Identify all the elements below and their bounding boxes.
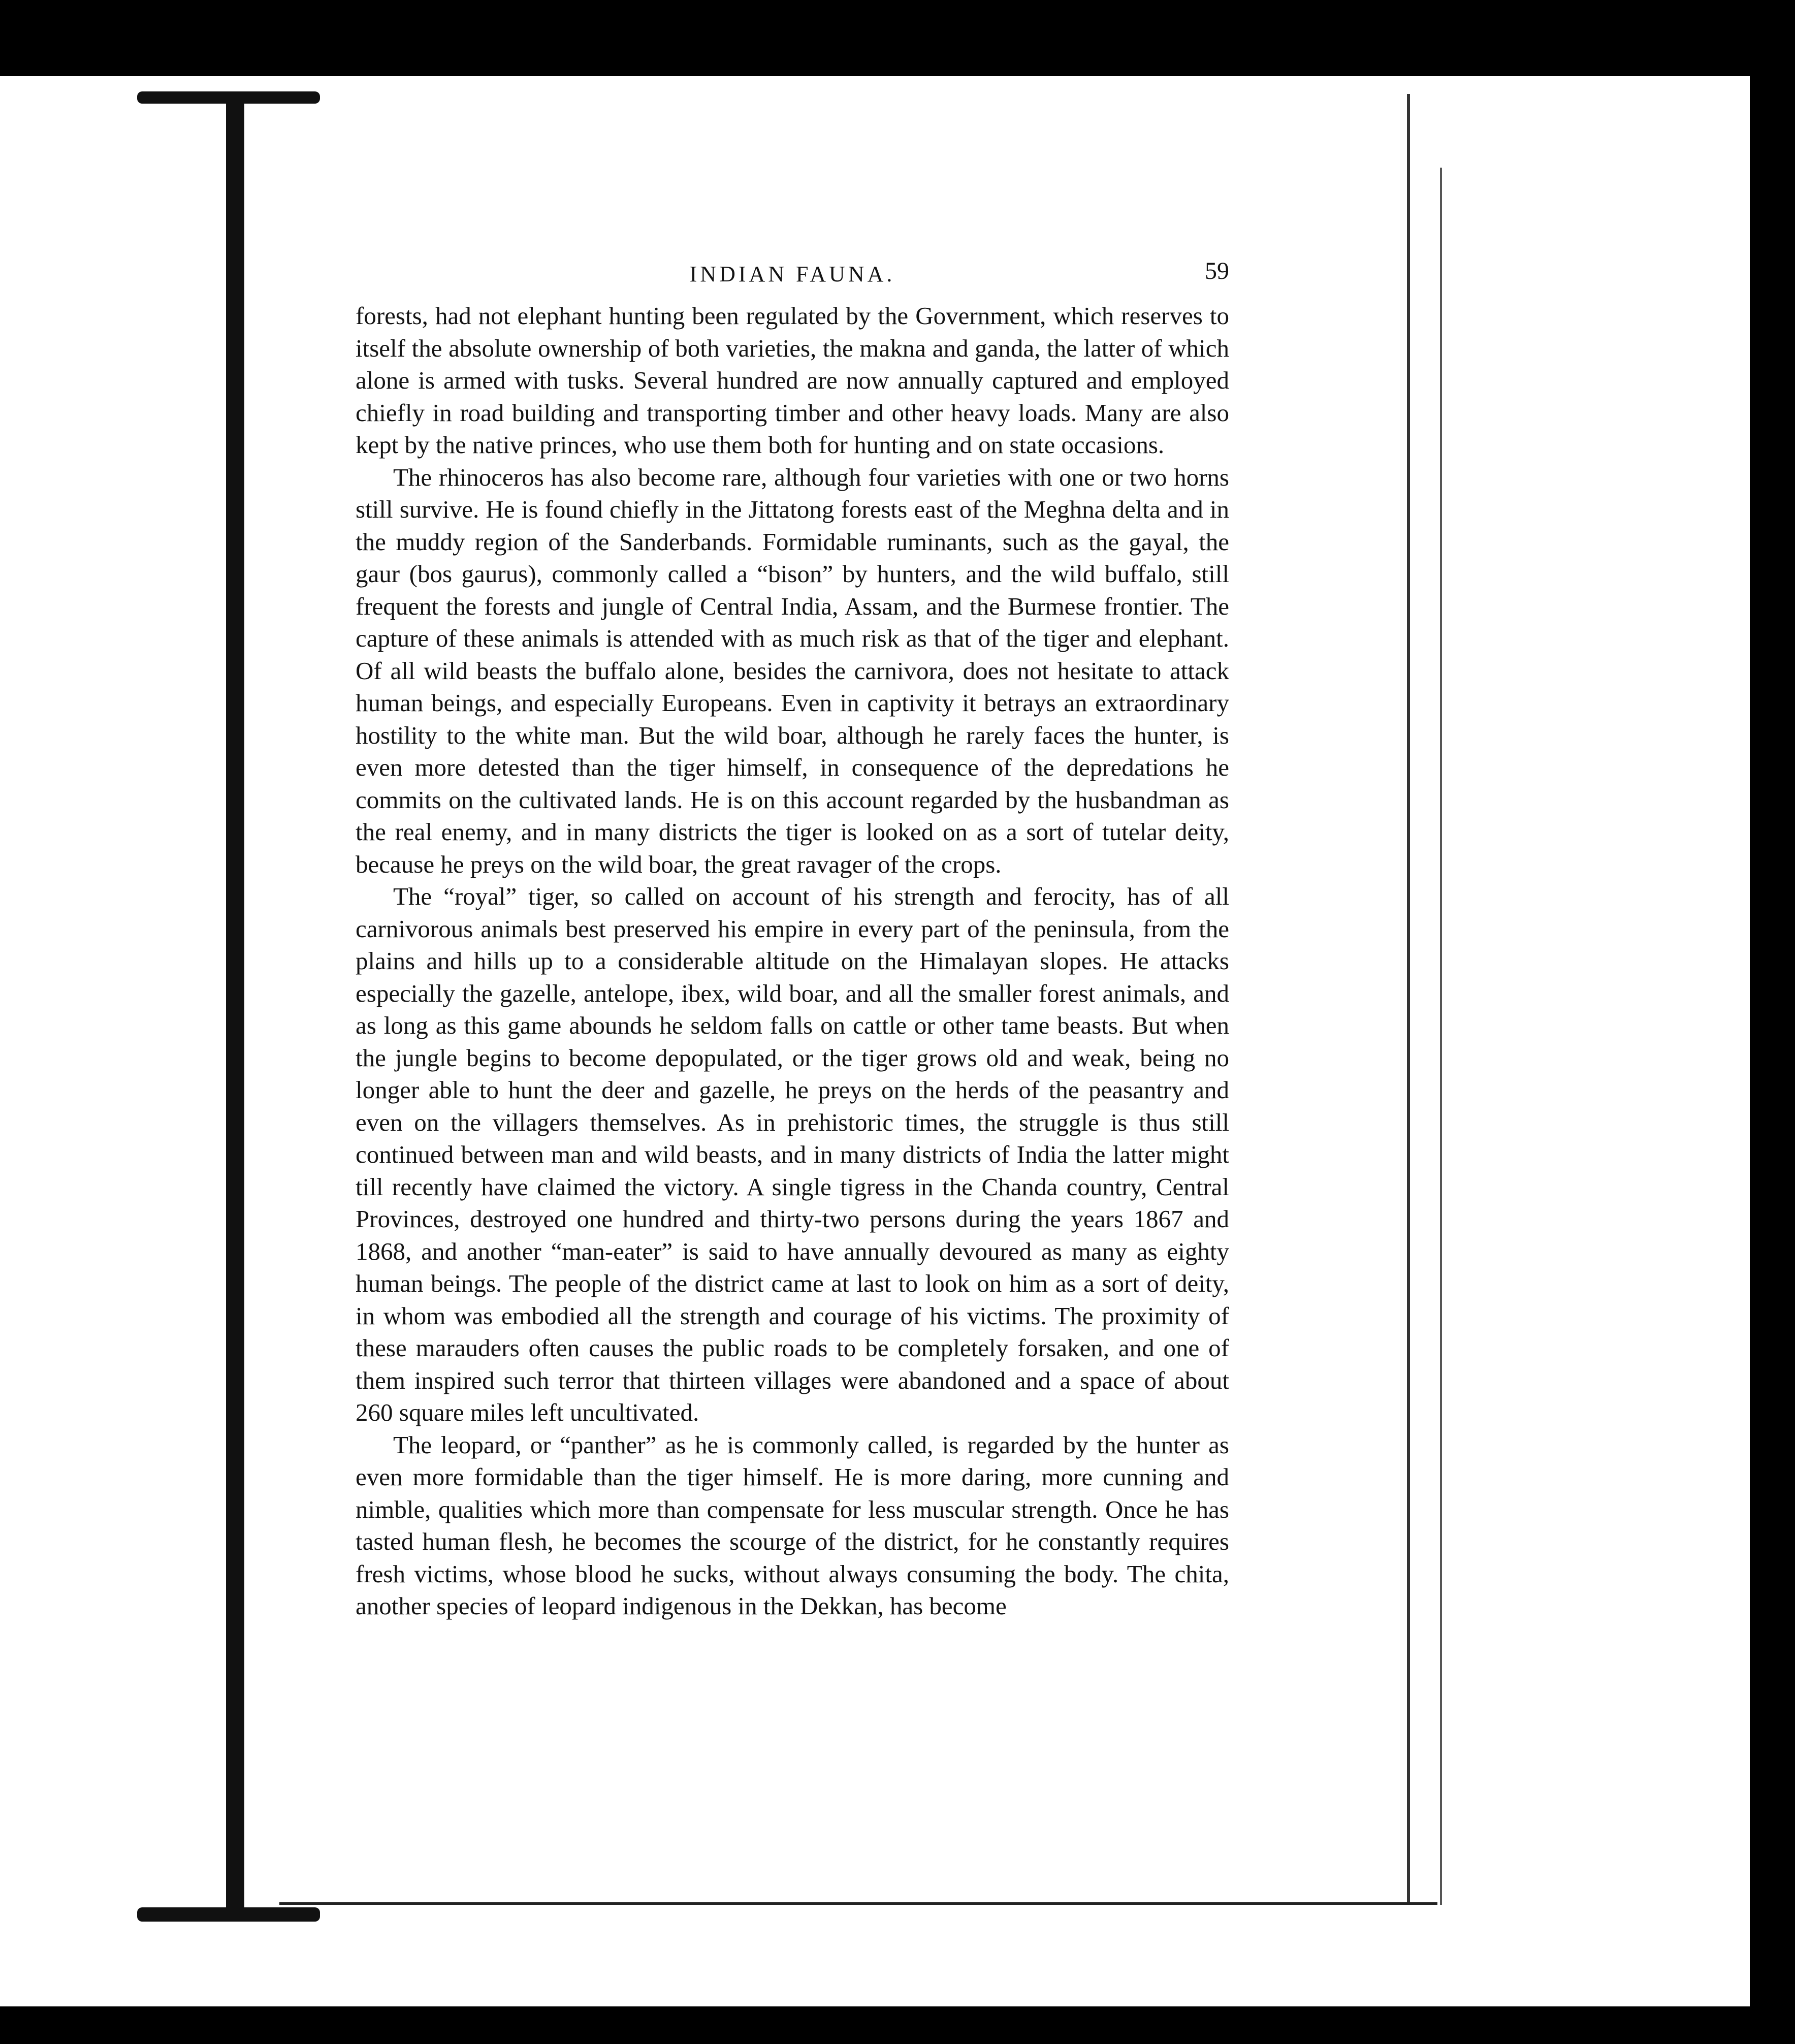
paragraph-3: The “royal” tiger, so called on account of his strength and ferocity, has of all carnivorous animals best preserved his empire in every part of the peninsula, from the plains and hills up to a considerable altitude on the Himalayan slopes. He attacks especially the gazelle, antelope, ibex, wild boar, and all the smaller forest animals, and as long as this game abounds he seldom falls on cattle or other tame beasts. But when the jungle begins to become depopulated, or the tiger grows old and weak, being no longer able to hunt the deer and gazelle, he preys on the herds of the peasantry and even on the villagers themselves. As in prehistoric times, the struggle is thus still continued between man and wild beasts, and in many districts of India the latter might till recently have claimed the victory. A single tigress in the Chanda country, Central Provinces, destroyed one hundred and thirty-two persons during the years 1867 and 1868, and another “man-eater” is said to have annually devoured as many as eighty human beings. The people of the district came at last to look on him as a sort of deity, in whom was embodied all the strength and courage of his victims. The proximity of these marauders often causes the public roads to be completely forsaken, and one of them inspired such terror that thirteen villages were abandoned and a space of about 260 square miles left uncultivated. <box>356 882 1229 1426</box>
paragraph-4: The leopard, or “panther” as he is commonly called, is regarded by the hunter as even more formidable than the tiger himself. He is more daring, more cunning and nimble, qualities which more than compensate for less muscular strength. Once he has tasted human flesh, he becomes the scourge of the district, for he constantly requires fresh victims, whose blood he sucks, without always consuming the body. The chita, another species of leopard indigenous in the Dekkan, has become <box>356 1430 1229 1620</box>
right-page-edge-inner <box>1440 168 1442 1905</box>
paragraph-2: The rhinoceros has also become rare, although four varieties with one or two horns still survive. He is found chiefly in the Jittatong forests east of the Meghna delta and in the muddy region of the Sanderbands. Formidable ruminants, such as the gayal, the gaur (bos gaurus), commonly called a “bison” by hunters, and the wild buffalo, still frequent the forests and jungle of Central India, Assam, and the Burmese frontier. The capture of these animals is attended with as much risk as that of the tiger and elephant. Of all wild beasts the buffalo alone, besides the carnivora, does not hesitate to attack human beings, and especially Europeans. Even in captivity it betrays an extraordinary hostility to the white man. But the wild boar, although he rarely faces the hunter, is even more detested than the tiger himself, in consequence of the depredations he commits on the cultivated lands. He is on this account regarded by the husbandman as the real enemy, and in many districts the tiger is looked on as a sort of tutelar deity, because he preys on the wild boar, the great ravager of the crops. <box>356 463 1229 878</box>
book-spine-bottom <box>137 1907 320 1922</box>
running-head <box>356 254 1229 300</box>
body-text <box>356 300 1229 1622</box>
scan-right-border <box>1750 76 1764 2006</box>
right-page-edge <box>1407 94 1410 1902</box>
book-spine <box>226 99 244 1918</box>
left-page-edge <box>0 97 240 1915</box>
running-title: INDIAN FAUNA. <box>689 262 895 286</box>
book-page <box>356 254 1229 1622</box>
page-bottom-edge <box>279 1902 1437 1905</box>
page-number: 59 <box>1205 258 1229 284</box>
paragraph-1: forests, had not elephant hunting been regulated by the Government, which reserves to itself the absolute ownership of both varieties, the makna and ganda, the latter of which alone is armed with tusks. Several hundred are now annually captured and employed chiefly in road building and transporting timber and other heavy loads. Many are also kept by the native princes, who use them both for hunting and on state occasions. <box>356 302 1229 459</box>
